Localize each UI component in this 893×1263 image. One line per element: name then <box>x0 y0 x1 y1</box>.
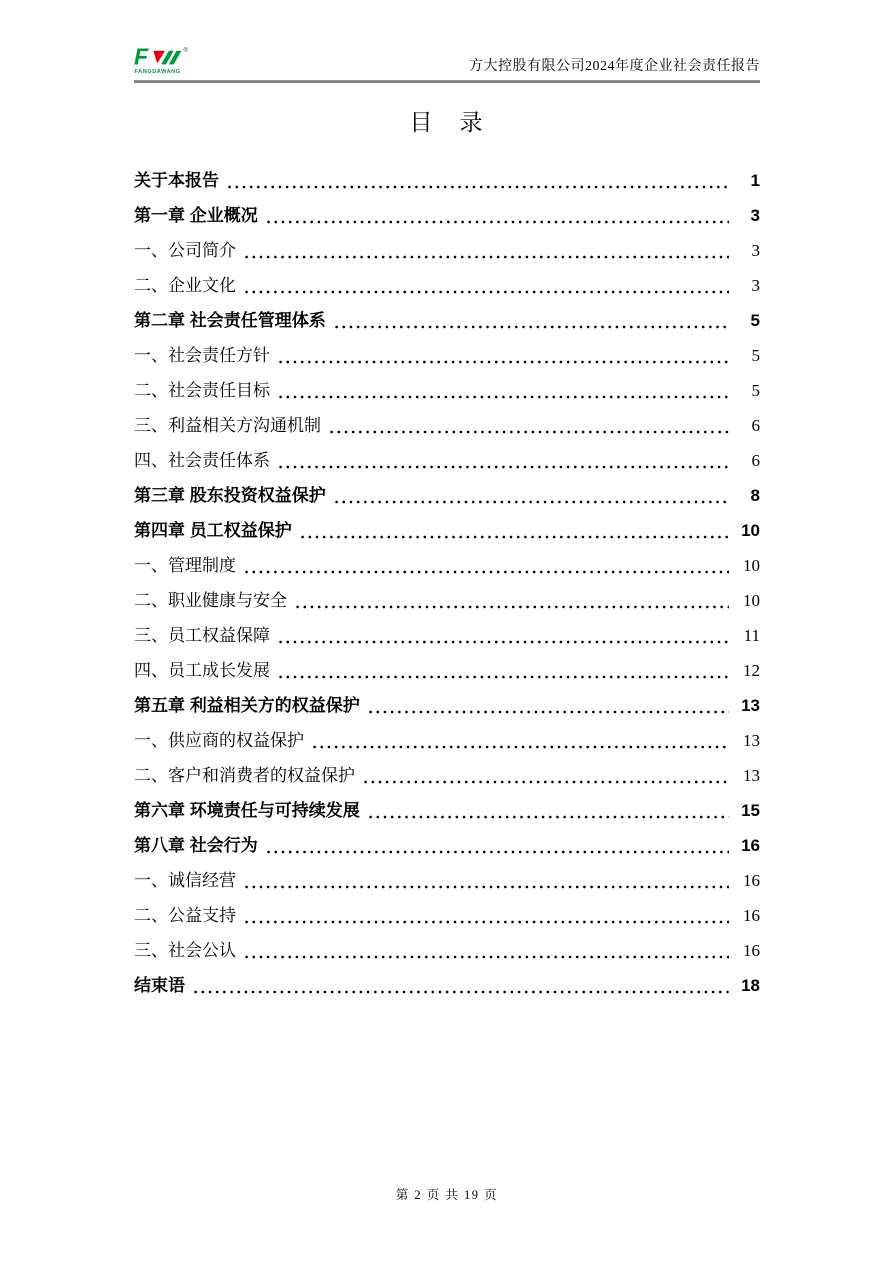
fangdawang-logo-icon <box>134 44 194 76</box>
dot-leader <box>243 943 729 959</box>
toc-entry <box>134 443 760 478</box>
header-divider <box>134 80 760 83</box>
toc-entry <box>134 723 760 758</box>
dot-leader <box>277 383 729 399</box>
toc-entry-label: 第五章 利益相关方的权益保护 <box>134 695 360 715</box>
toc-title: 目 录 <box>409 110 485 135</box>
toc-entry-page-number: 6 <box>751 415 760 435</box>
toc-entry-page-number: 13 <box>741 695 760 715</box>
toc-entry-label: 四、社会责任体系 <box>134 450 270 470</box>
toc-entry <box>134 478 760 513</box>
dot-leader <box>299 523 729 539</box>
toc-entry-label: 三、利益相关方沟通机制 <box>134 415 321 435</box>
toc-entry-page-number: 16 <box>743 870 760 890</box>
toc-entry-page-number: 13 <box>743 765 760 785</box>
toc-entry-page-number: 16 <box>741 835 760 855</box>
toc-entry-label: 三、社会公认 <box>134 940 236 960</box>
toc-entry-label: 二、公益支持 <box>134 905 236 925</box>
toc-entry <box>134 303 760 338</box>
toc-entry-label: 二、客户和消费者的权益保护 <box>134 765 355 785</box>
toc-entry-page-number: 5 <box>751 380 760 400</box>
toc-entry <box>134 548 760 583</box>
toc-entry-page-number: 3 <box>751 275 760 295</box>
toc-entry <box>134 793 760 828</box>
toc-entry-page-number: 10 <box>743 555 760 575</box>
toc-entry-page-number: 16 <box>743 940 760 960</box>
dot-leader <box>265 838 729 854</box>
toc-entry <box>134 653 760 688</box>
toc-entry <box>134 828 760 863</box>
toc-entry <box>134 408 760 443</box>
dot-leader <box>243 243 729 259</box>
toc-entry-page-number: 3 <box>750 205 760 225</box>
toc-entry <box>134 618 760 653</box>
toc-entry-label: 三、员工权益保障 <box>134 625 270 645</box>
dot-leader <box>328 418 729 434</box>
toc-entry-label: 二、企业文化 <box>134 275 236 295</box>
toc-entry <box>134 898 760 933</box>
toc-entry-label: 二、社会责任目标 <box>134 380 270 400</box>
dot-leader <box>243 278 729 294</box>
dot-leader <box>311 733 729 749</box>
dot-leader <box>192 978 729 994</box>
dot-leader <box>333 488 729 504</box>
document-title: 方大控股有限公司2024年度企业社会责任报告 <box>469 59 760 74</box>
logo-letter-f: F <box>134 44 149 70</box>
toc-entry-label: 第一章 企业概况 <box>134 205 258 225</box>
toc-entry-page-number: 5 <box>751 345 760 365</box>
toc-entry-page-number: 15 <box>741 800 760 820</box>
dot-leader <box>277 348 729 364</box>
logo-subtext: FANGDAWANG <box>134 69 181 76</box>
toc-entry-page-number: 1 <box>750 170 760 190</box>
toc-entry <box>134 268 760 303</box>
toc-entry-label: 结束语 <box>134 975 185 995</box>
toc-entry-label: 一、社会责任方针 <box>134 345 270 365</box>
toc-entry-label: 关于本报告 <box>134 170 219 190</box>
toc-entry-page-number: 11 <box>743 625 760 645</box>
toc-entry-page-number: 18 <box>741 975 760 995</box>
page-number-footer: 第 2 页 共 19 页 <box>395 1188 499 1202</box>
company-logo <box>134 44 194 76</box>
toc-entry <box>134 933 760 968</box>
toc-entry <box>134 373 760 408</box>
toc-entry-label: 四、员工成长发展 <box>134 660 270 680</box>
dot-leader <box>226 173 729 189</box>
dot-leader <box>367 803 729 819</box>
toc-entry-label: 第三章 股东投资权益保护 <box>134 485 326 505</box>
toc-entry <box>134 688 760 723</box>
toc-entry <box>134 583 760 618</box>
toc-entry <box>134 233 760 268</box>
toc-entry-page-number: 8 <box>750 485 760 505</box>
toc-entry <box>134 968 760 1003</box>
toc-entry <box>134 863 760 898</box>
dot-leader <box>277 453 729 469</box>
toc-list <box>134 163 760 1003</box>
toc-entry-page-number: 12 <box>743 660 760 680</box>
toc-entry-label: 一、公司简介 <box>134 240 236 260</box>
toc-entry-page-number: 3 <box>751 240 760 260</box>
toc-entry <box>134 758 760 793</box>
dot-leader <box>294 593 729 609</box>
dot-leader <box>277 663 729 679</box>
toc-entry-label: 第二章 社会责任管理体系 <box>134 310 326 330</box>
toc-entry-page-number: 6 <box>751 450 760 470</box>
toc-entry-page-number: 16 <box>743 905 760 925</box>
toc-entry-page-number: 10 <box>741 520 760 540</box>
toc-entry-label: 第四章 员工权益保护 <box>134 520 292 540</box>
dot-leader <box>362 768 729 784</box>
toc-entry-page-number: 13 <box>743 730 760 750</box>
toc-entry <box>134 338 760 373</box>
toc-entry-label: 一、管理制度 <box>134 555 236 575</box>
dot-leader <box>243 558 729 574</box>
toc-entry-label: 一、供应商的权益保护 <box>134 730 304 750</box>
toc-entry-page-number: 5 <box>750 310 760 330</box>
toc-entry <box>134 163 760 198</box>
dot-leader <box>243 908 729 924</box>
toc-entry <box>134 513 760 548</box>
dot-leader <box>243 873 729 889</box>
toc-entry-label: 二、职业健康与安全 <box>134 590 287 610</box>
dot-leader <box>277 628 729 644</box>
dot-leader <box>367 698 729 714</box>
page-header <box>134 44 760 83</box>
dot-leader <box>265 208 729 224</box>
toc-entry-label: 第六章 环境责任与可持续发展 <box>134 800 360 820</box>
registered-trademark-icon: ® <box>183 46 188 54</box>
toc-entry <box>134 198 760 233</box>
dot-leader <box>333 313 729 329</box>
toc-entry-label: 第八章 社会行为 <box>134 835 258 855</box>
toc-entry-page-number: 10 <box>743 590 760 610</box>
toc-entry-label: 一、诚信经营 <box>134 870 236 890</box>
